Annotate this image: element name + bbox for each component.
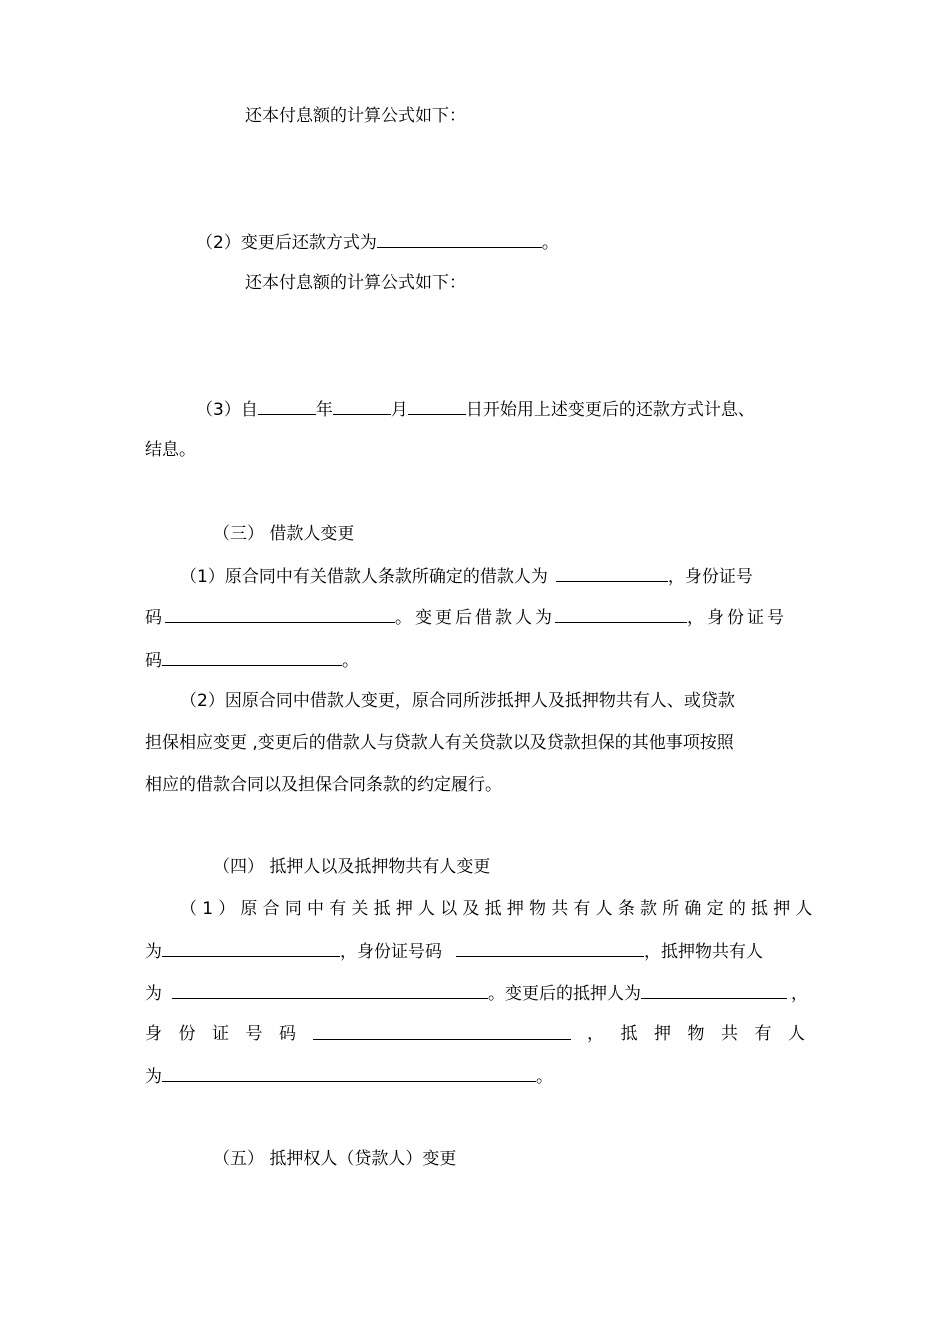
id-char-5: 码 xyxy=(279,1024,296,1044)
month-label: 月 xyxy=(390,400,408,420)
formula-label-1: 还本付息额的计算公式如下： xyxy=(245,106,466,126)
sec3-item1-text-d: 。变更后借款人为 xyxy=(395,608,555,628)
co-char-6: 人 xyxy=(788,1024,805,1044)
co-char-2: 押 xyxy=(654,1024,671,1044)
sec4-end: 。 xyxy=(536,1067,553,1087)
item-2-prefix: （2）变更后还款方式为 xyxy=(196,233,377,253)
item-3-start-date xyxy=(196,397,755,422)
sec3-item1-line3 xyxy=(145,648,359,673)
co-char-3: 物 xyxy=(687,1024,705,1044)
co-char-4: 共 xyxy=(721,1024,738,1044)
id-char-2: 份 xyxy=(178,1024,196,1044)
id-char-4: 号 xyxy=(245,1024,263,1044)
original-mortgagor-blank[interactable] xyxy=(162,939,340,957)
item-3-prefix: （3）自 xyxy=(196,400,258,420)
item-3-line-2: 结息。 xyxy=(145,440,196,460)
co-char-5: 有 xyxy=(754,1024,772,1044)
section-3-heading: （三） 借款人变更 xyxy=(213,524,355,544)
sec4-co-owner-label-1: ，抵押物共有人 xyxy=(644,942,763,962)
original-borrower-id-blank[interactable] xyxy=(165,605,395,623)
section-4-heading: （四） 抵押人以及抵押物共有人变更 xyxy=(213,857,491,877)
new-borrower-blank[interactable] xyxy=(555,605,687,623)
new-borrower-id-blank[interactable] xyxy=(162,648,342,666)
sec3-item1-text-f: 码 xyxy=(145,651,162,671)
sec4-after-label: 。变更后的抵押人为 xyxy=(488,984,641,1004)
repayment-method-blank[interactable] xyxy=(377,230,542,248)
sec4-item1-line5 xyxy=(145,1064,553,1089)
sec4-item1-line3 xyxy=(145,981,808,1006)
sec3-item1-line1 xyxy=(180,564,753,589)
formula-label-2: 还本付息额的计算公式如下： xyxy=(245,273,466,293)
sec3-item1-text-c: 码 xyxy=(145,608,165,628)
original-co-owner-blank[interactable] xyxy=(172,981,488,999)
sec4-id-label-1: ，身份证号码 xyxy=(340,942,442,962)
item-2-repayment-method xyxy=(196,230,559,255)
sec3-item2-line2: 担保相应变更 ,变更后的借款人与贷款人有关贷款以及贷款担保的其他事项按照 xyxy=(145,733,734,753)
id-char-3: 证 xyxy=(212,1024,229,1044)
sec4-wei-3: 为 xyxy=(145,1067,162,1087)
item-3-suffix: 日开始用上述变更后的还款方式计息、 xyxy=(465,400,755,420)
co-char-1: 抵 xyxy=(620,1024,638,1044)
new-co-owner-blank[interactable] xyxy=(162,1064,536,1082)
sec3-item2-line3: 相应的借款合同以及担保合同条款的约定履行。 xyxy=(145,775,502,795)
id-char-1: 身 xyxy=(145,1024,162,1044)
new-mortgagor-id-blank[interactable] xyxy=(313,1022,571,1040)
sec3-item1-text-b: ，身份证号 xyxy=(667,567,753,587)
sec3-item1-text-g: 。 xyxy=(342,651,359,671)
section-5-heading: （五） 抵押权人（贷款人）变更 xyxy=(213,1149,457,1169)
sec3-item1-line2 xyxy=(145,605,787,630)
sec4-item1-line1: （1）原合同中有关抵押人以及抵押物共有人条款所确定的抵押人 xyxy=(180,899,818,919)
day-blank[interactable] xyxy=(408,397,466,415)
year-blank[interactable] xyxy=(258,397,316,415)
sec4-item1-line4 xyxy=(145,1022,805,1046)
year-label: 年 xyxy=(315,400,333,420)
sec4-comma: ， xyxy=(791,984,808,1004)
sec4-wei-1: 为 xyxy=(145,942,162,962)
sec3-item1-text-a: （1）原合同中有关借款人条款所确定的借款人为 xyxy=(180,567,548,587)
sec4-comma-2: ， xyxy=(587,1024,604,1044)
sec4-wei-2: 为 xyxy=(145,984,162,1004)
sec3-item2-line1: （2）因原合同中借款人变更，原合同所涉抵押人及抵押物共有人、或贷款 xyxy=(180,691,735,711)
sec4-item1-line2 xyxy=(145,939,763,964)
sec3-item1-text-e: ，身份证号 xyxy=(687,608,787,628)
new-mortgagor-blank[interactable] xyxy=(641,981,787,999)
item-2-suffix: 。 xyxy=(541,233,559,253)
month-blank[interactable] xyxy=(333,397,391,415)
original-mortgagor-id-blank[interactable] xyxy=(456,939,644,957)
original-borrower-blank[interactable] xyxy=(556,564,668,582)
